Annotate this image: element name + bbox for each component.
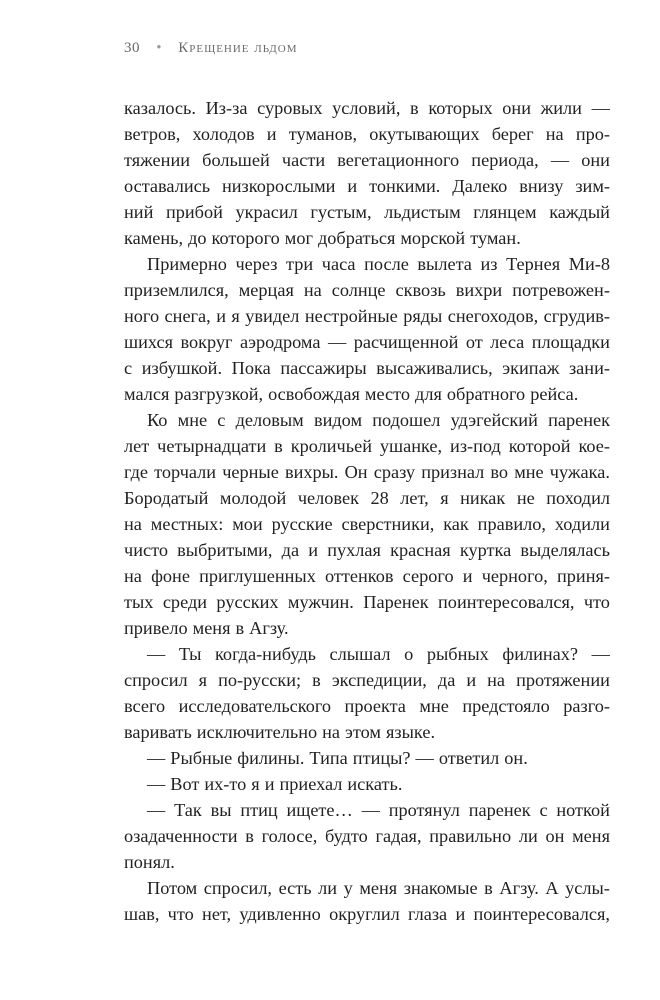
body-text	[124, 95, 610, 927]
text-line: всего исследовательского проекта мне предстояло разго-	[124, 696, 610, 716]
text-line: привело меня в Агзу.	[124, 618, 289, 638]
text-line: Примерно через три часа после вылета из Тернея Ми-8	[147, 254, 610, 274]
page-number: 30	[124, 40, 140, 56]
text-line: шав, что нет, удивленно округлил глаза и поинтересовался,	[124, 904, 610, 924]
text-line: мался разгрузкой, освобождая место для обратного рейса.	[124, 384, 579, 404]
text-line: ветров, холодов и туманов, окутывающих берег на про-	[124, 124, 610, 144]
text-line: спросил я по-русски; в экспедиции, да и на протяжении	[124, 670, 610, 690]
text-line: понял.	[124, 852, 175, 872]
text-line: шихся вокруг аэродрома — расчищенной от леса площадки	[124, 332, 610, 352]
text-line: — Ты когда-нибудь слышал о рыбных филинах? —	[147, 644, 610, 664]
text-line: Ко мне с деловым видом подошел удэгейский паренек	[147, 410, 610, 430]
text-line: ний прибой украсил густым, льдистым глянцем каждый	[124, 202, 610, 222]
text-line: Потом спросил, есть ли у меня знакомые в Агзу. А услы-	[147, 878, 610, 898]
text-line: чисто выбритыми, да и пухлая красная куртка выделялась	[124, 540, 610, 560]
text-line: с избушкой. Пока пассажиры высаживались, экипаж зани-	[124, 358, 610, 378]
text-line: на местных: мои русские сверстники, как правило, ходили	[124, 514, 610, 534]
running-title: Крещение льдом	[178, 40, 298, 56]
text-line: тых среди русских мужчин. Паренек поинтересовался, что	[124, 592, 610, 612]
text-line: где торчали черные вихры. Он сразу признал во мне чужака.	[124, 462, 610, 482]
text-line: варивать исключительно на этом языке.	[124, 722, 436, 742]
text-line: лет четырнадцати в кроличьей ушанке, из-под которой кое-	[124, 436, 610, 456]
text-line: озадаченности в голосе, будто гадая, правильно ли он меня	[124, 826, 610, 846]
text-line: — Рыбные филины. Типа птицы? — ответил он.	[147, 748, 528, 768]
text-line: ного снега, и я увидел нестройные ряды снегоходов, сгрудив-	[124, 306, 610, 326]
header-separator: •	[156, 40, 163, 56]
text-line: на фоне приглушенных оттенков серого и черного, приня-	[124, 566, 610, 586]
text-line: Бородатый молодой человек 28 лет, я никак не походил	[124, 488, 610, 508]
text-line: казалось. Из-за суровых условий, в которых они жили —	[124, 98, 610, 118]
running-header	[124, 40, 297, 57]
text-line: тяжении большей части вегетационного периода, — они	[124, 150, 610, 170]
text-line: приземлился, мерцая на солнце сквозь вихри потревожен-	[124, 280, 610, 300]
text-line: — Вот их-то я и приехал искать.	[147, 774, 403, 794]
text-line: оставались низкорослыми и тонкими. Далеко внизу зим-	[124, 176, 610, 196]
text-line: камень, до которого мог добраться морской туман.	[124, 228, 521, 248]
text-line: — Так вы птиц ищете… — протянул паренек с ноткой	[147, 800, 610, 820]
